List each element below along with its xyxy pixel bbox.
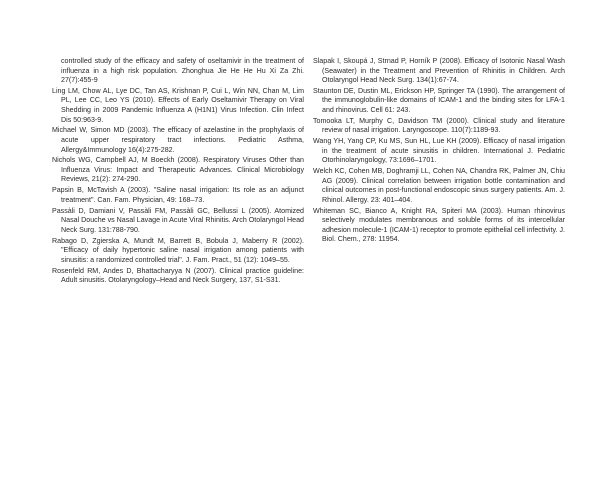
reference-entry: Staunton DE, Dustin ML, Erickson HP, Springer TA (1990). The arrangement of the immunoglobulin-like domains of ICAM-1 and the binding sites for LFA-1 and rhinovirus. Cell 61: 243. <box>313 86 565 115</box>
reference-entry: Slapak I, Skoupá J, Strnad P, Horník P (2008). Efficacy of Isotonic Nasal Wash (Seawater) in the Treatment and Prevention of Rhinitis in Children. Arch Otolaryngol Head Neck Surg. 134(1):67-74. <box>313 57 565 85</box>
reference-entry: Passàli D, Damiani V, Passàli FM, Passàli GC, Bellussi L (2005). Atomized Nasal Douche vs Nasal Lavage in Acute Viral Rhinitis. Arch Otolaryngol Head Neck Surg. 131:788-790. <box>52 206 304 234</box>
references-column-right <box>313 57 565 246</box>
reference-entry: Welch KC, Cohen MB, Doghramji LL, Cohen NA, Chandra RK, Palmer JN, Chiu AG (2009). Clinical correlation between irrigation bottle contamination and clinical outcomes in post-functional endoscopic sinus surgery patients. Am. J. Rhinol. Allergy. 23: 401–404. <box>313 167 565 204</box>
references-column-left <box>52 57 304 287</box>
reference-entry: Rabago D, Zgierska A, Mundt M, Barrett B, Bobula J, Maberry R (2002). "Efficacy of daily hypertonic saline nasal irrigation among patients with sinusitis: a randomized controlled trial". J. Fam. Pract., 51 (12): 1049–55. <box>52 236 304 264</box>
reference-entry: Ling LM, Chow AL, Lye DC, Tan AS, Krishnan P, Cui L, Win NN, Chan M, Lim PL, Lee CC, Leo YS (2010). Effects of Early Oseltamivir Therapy on Viral Shedding in 2009 Pandemic Influenza A (H1N1) Virus Infection. Clin Infect Dis 50:963-9. <box>52 86 304 124</box>
reference-entry: Whiteman SC, Bianco A, Knight RA, Spiteri MA (2003). Human rhinovirus selectively modulates membranous and soluble forms of its intercellular adhesion molecule-1 (ICAM-1) receptor to promote epithelial cell infectivity. J. Biol. Chem., 278: 11954. <box>313 206 565 244</box>
reference-entry: controlled study of the efficacy and safety of oseltamivir in the treatment of influenza in a high risk population. Zhonghua Jie He He Hu Xi Za Zhi. 27(7):455-9 <box>61 57 304 85</box>
reference-entry: Nichols WG, Campbell AJ, M Boeckh (2008). Respiratory Viruses Other than Influenza Virus: Impact and Therapeutic Advances. Clinical Microbiology Reviews, 21(2): 274-290. <box>52 156 304 184</box>
reference-entry: Wang YH, Yang CP, Ku MS, Sun HL, Lue KH (2009). Efficacy of nasal irrigation in the treatment of acute sinusitis in children. International J. Pediatric Otorhinolaryngology, 73:1696–1701. <box>313 137 565 165</box>
reference-entry: Michael W, Simon MD (2003). The efficacy of azelastine in the prophylaxis of acute upper respiratory tract infections. Pediatric Asthma, Allergy&Immunology 16(4):275-282. <box>52 126 304 154</box>
reference-entry: Rosenfeld RM, Andes D, Bhattacharyya N (2007). Clinical practice guideline: Adult sinusitis. Otolaryngology–Head and Neck Surgery, 137, S1-S31. <box>52 266 304 285</box>
reference-entry: Tomooka LT, Murphy C, Davidson TM (2000). Clinical study and literature review of nasal irrigation. Laryngoscope. 110(7):1189-93. <box>313 116 565 135</box>
reference-entry: Papsin B, McTavish A (2003). "Saline nasal irrigation: Its role as an adjunct treatment". Can. Fam. Physician, 49: 168–73. <box>52 186 304 204</box>
